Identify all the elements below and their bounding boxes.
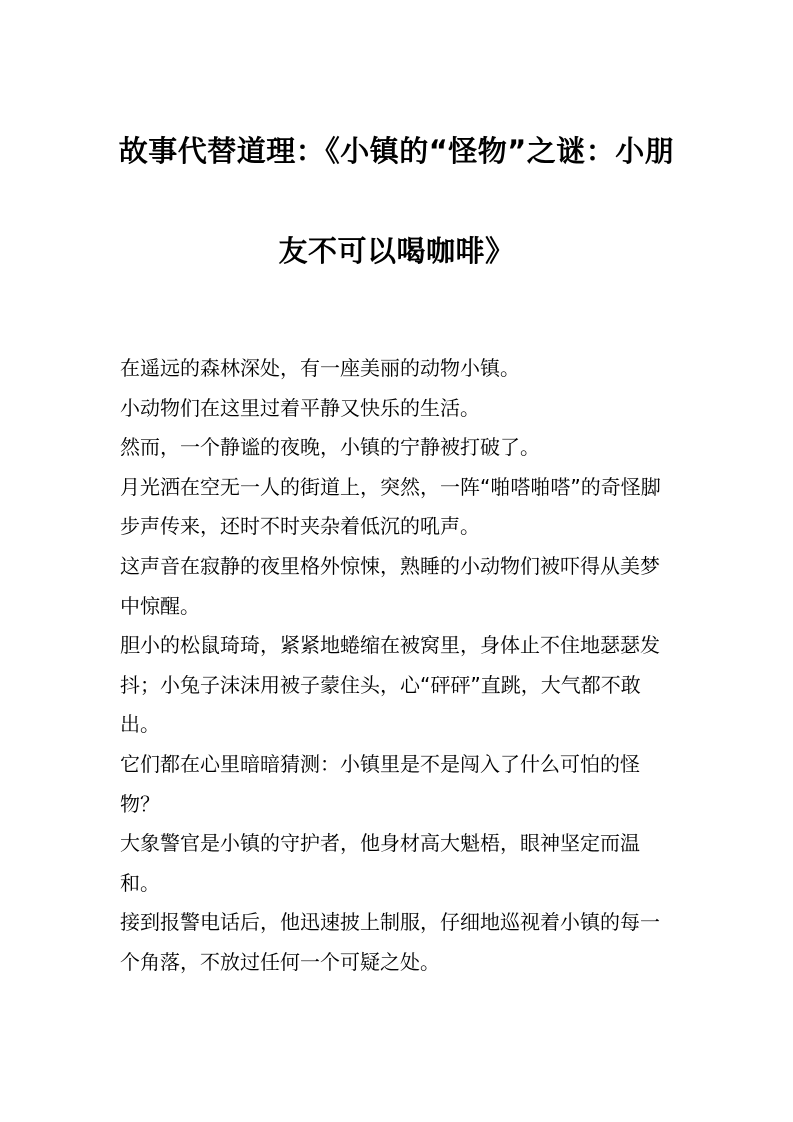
paragraph: 它们都在心里暗暗猜测：小镇里是不是闯入了什么可怕的怪物？	[120, 751, 640, 816]
document-title-line-1: 故事代替道理：《小镇的“怪物”之谜：小朋	[118, 134, 675, 168]
paragraph: 胆小的松鼠琦琦，紧紧地蜷缩在被窝里，身体止不住地瑟瑟发抖；小兔子沫沫用被子蒙住头，心“砰砰”直跳，大气都不敢出。	[120, 633, 660, 737]
document-title-line-2: 友不可以喝咖啡》	[278, 234, 515, 268]
paragraph: 然而，一个静谧的夜晚，小镇的宁静被打破了。	[120, 435, 540, 460]
paragraph: 接到报警电话后，他迅速披上制服，仔细地巡视着小镇的每一个角落，不放过任何一个可疑之处。	[120, 910, 660, 974]
paragraph: 大象警官是小镇的守护者，他身材高大魁梧，眼神坚定而温和。	[120, 831, 640, 895]
paragraph: 在遥远的森林深处，有一座美丽的动物小镇。	[120, 356, 520, 380]
paragraph: 月光洒在空无一人的街道上，突然，一阵“啪嗒啪嗒”的奇怪脚步声传来，还时不时夹杂着低沉的吼声。	[120, 474, 661, 539]
document-body	[120, 349, 676, 983]
paragraph: 这声音在寂静的夜里格外惊悚，熟睡的小动物们被吓得从美梦中惊醒。	[120, 553, 660, 618]
paragraph: 小动物们在这里过着平静又快乐的生活。	[120, 395, 480, 420]
